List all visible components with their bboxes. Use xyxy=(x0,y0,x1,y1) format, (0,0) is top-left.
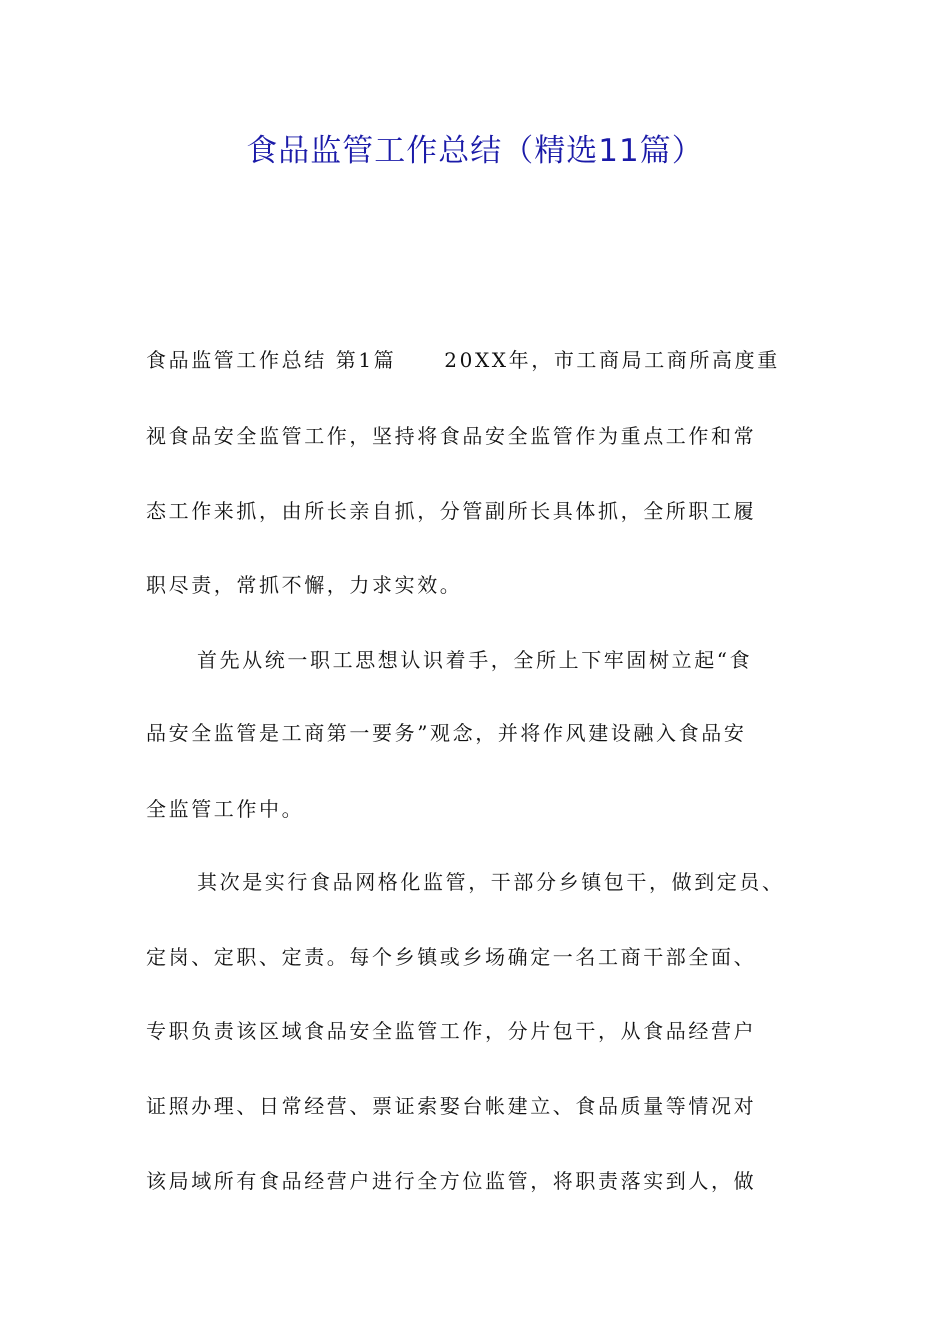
paragraph-line: 专职负责该区域食品安全监管工作，分片包干，从食品经营户 xyxy=(146,1019,757,1043)
document-title: 食品监管工作总结（精选11篇） xyxy=(246,133,704,169)
paragraph-line: 全监管工作中。 xyxy=(146,797,305,821)
paragraph-line: 首先从统一职工思想认识着手，全所上下牢固树立起“食 xyxy=(197,648,753,672)
paragraph-line: 视食品安全监管工作，坚持将食品安全监管作为重点工作和常 xyxy=(146,424,757,448)
paragraph-line: 定岗、定职、定责。每个乡镇或乡场确定一名工商干部全面、 xyxy=(146,945,757,969)
paragraph-line: 态工作来抓，由所长亲自抓，分管副所长具体抓，全所职工履 xyxy=(146,499,757,523)
paragraph-line: 该局域所有食品经营户进行全方位监管，将职责落实到人，做 xyxy=(146,1169,757,1193)
paragraph-line: 职尽责，常抓不懈，力求实效。 xyxy=(146,573,463,597)
paragraph-line: 其次是实行食品网格化监管，干部分乡镇包干，做到定员、 xyxy=(197,870,785,894)
paragraph-line: 证照办理、日常经营、票证索娶台帐建立、食品质量等情况对 xyxy=(146,1094,757,1118)
paragraph-line: 品安全监管是工商第一要务”观念，并将作风建设融入食品安 xyxy=(146,721,747,745)
paragraph-text: 20XX年，市工商局工商所高度重 xyxy=(444,348,780,372)
paragraph-line xyxy=(146,345,826,375)
section-heading: 食品监管工作总结 第1篇 xyxy=(146,348,397,372)
